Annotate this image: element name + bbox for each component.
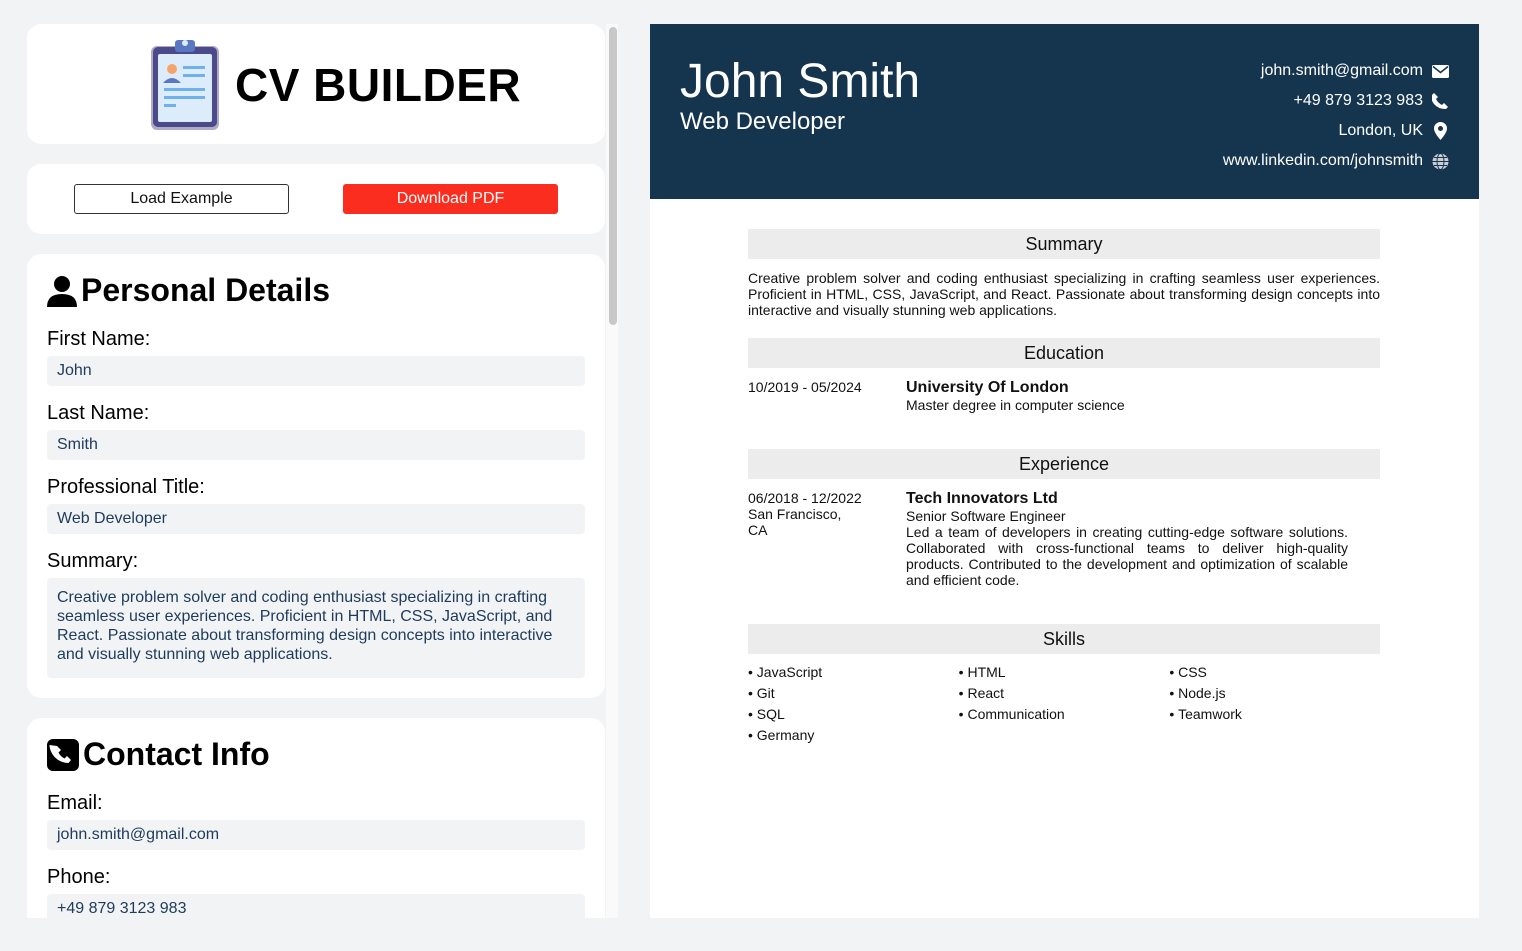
cv-education-degree: Master degree in computer science [906,397,1125,413]
skill-item: • Git [748,685,959,701]
skill-item: • HTML [959,664,1170,680]
cv-title: Web Developer [680,108,845,135]
logo-card [27,24,605,144]
cv-experience-dates: 06/2018 - 12/2022 [748,490,862,506]
actions-card [27,164,605,234]
cv-skills-list [748,664,1380,743]
personal-details-card [27,254,605,698]
skill-item: • CSS [1169,664,1380,680]
cv-education-heading: Education [748,338,1380,368]
email-input[interactable]: john.smith@gmail.com [47,820,585,850]
editor-scrollbar-thumb[interactable] [609,27,617,325]
phone-square-icon [47,739,79,771]
cv-education-dates: 10/2019 - 05/2024 [748,379,862,395]
last-name-label: Last Name: [47,402,150,424]
cv-summary-text: Creative problem solver and coding enthusiast specializing in crafting seamless user experiences. Proficient in HTML, CSS, JavaScript, and React. Passionate about transforming design concepts into interactive and visually stunning web applications. [748,270,1380,318]
cv-contacts [1223,56,1449,176]
cv-education-entry [906,379,1348,413]
editor-panel [0,0,620,918]
skill-item: • Node.js [1169,685,1380,701]
cv-phone-row [1223,86,1449,116]
cv-linkedin: www.linkedin.com/johnsmith [1222,152,1423,169]
summary-textarea[interactable]: Creative problem solver and coding enthusiast specializing in crafting seamless user experiences. Proficient in HTML, CSS, JavaScript, and React. Passionate about transforming design concepts into interactive and visually stunning web applications. [47,578,585,678]
load-example-button[interactable]: Load Example [74,184,289,214]
skill-item: • React [959,685,1170,701]
phone-label: Phone: [47,866,111,888]
skill-item: • JavaScript [748,664,959,680]
cv-preview [650,24,1479,918]
cv-skills-heading: Skills [748,624,1380,654]
cv-experience-meta [748,490,888,538]
phone-icon [1431,92,1449,110]
professional-title-input[interactable]: Web Developer [47,504,585,534]
cv-email: john.smith@gmail.com [1260,62,1423,79]
cv-education-school: University Of London [906,379,1069,396]
contact-info-heading [47,736,270,773]
cv-experience-heading: Experience [748,449,1380,479]
clipboard-icon [147,38,223,132]
cv-location-row [1223,116,1449,146]
skill-item: • SQL [748,706,959,722]
envelope-icon [1431,62,1449,80]
skill-item: • Communication [959,706,1170,722]
cv-experience-company: Tech Innovators Ltd [906,490,1058,507]
cv-location: London, UK [1338,122,1423,139]
skill-item: • Teamwork [1169,706,1380,722]
download-pdf-button[interactable]: Download PDF [343,184,558,214]
last-name-input[interactable]: Smith [47,430,585,460]
user-icon [47,275,77,307]
contact-info-card [27,718,605,918]
cv-summary-heading: Summary [748,229,1380,259]
cv-experience-entry [906,490,1348,588]
cv-experience-description: Led a team of developers in creating cutting-edge software solutions. Collaborated with cross-functional teams to deliver high-quality products. Contributed to the development and optimization of scalable and efficient code. [906,524,1348,588]
cv-email-row [1223,56,1449,86]
phone-input[interactable]: +49 879 3123 983 [47,894,585,918]
app-title: CV BUILDER [235,59,522,111]
professional-title-label: Professional Title: [47,476,205,498]
personal-details-title: Personal Details [81,272,330,308]
skill-item: • Germany [748,727,959,743]
first-name-label: First Name: [47,328,151,350]
cv-experience-role: Senior Software Engineer [906,508,1066,524]
email-label: Email: [47,792,103,814]
cv-phone: +49 879 3123 983 [1293,92,1423,109]
cv-experience-location: San Francisco, CA [748,506,842,538]
cv-header [650,24,1479,199]
cv-name: John Smith [680,55,921,108]
globe-icon [1431,152,1449,170]
map-pin-icon [1431,122,1449,140]
cv-linkedin-row [1223,146,1449,176]
personal-details-heading [47,272,330,309]
logo [147,38,521,132]
contact-info-title: Contact Info [83,736,270,772]
summary-label: Summary: [47,550,139,572]
first-name-input[interactable]: John [47,356,585,386]
